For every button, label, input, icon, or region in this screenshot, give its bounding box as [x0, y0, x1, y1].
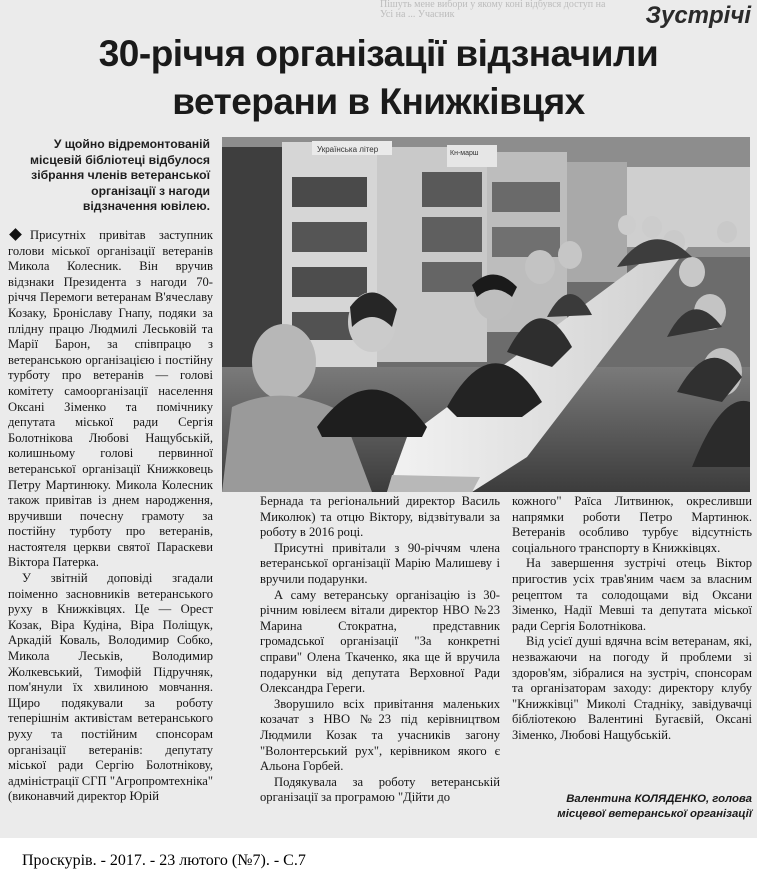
article-lead: У щойно відремонтованій місцевій бібліотеці відбулося зібрання членів ветеранської організації з нагоди відзначення ювілею. [30, 137, 210, 213]
col2-paragraph-4: Зворушило всіх привітання маленьких козачат з НВО №23 під керівництвом Людмили Козак та учасників загону "Волонтерський рух", керівником якого є Альона Горбей. [260, 696, 500, 774]
signature-line-2: місцевої ветеранської організації [557, 808, 752, 820]
headline-line-1: 30-річчя організації відзначили [98, 33, 659, 74]
headline-line-2: ветерани в Книжківцях [172, 81, 585, 122]
signature-line-1: Валентина КОЛЯДЕНКО, голова [566, 793, 752, 805]
shelf-sign-1: Українська літер [317, 145, 379, 154]
col1-paragraph-2: У звітній доповіді згадали поіменно засновників ветеранського руху в Книжківцях. Це — Орест Козак, Віра Кудіна, Віра Поліщук, Аркадій Коваль, Володимир Собко, Микола Леськів, Володимир Жолкевський, Тимофій Підручняк, пом'янули їх хвилиною мовчання. Щиро подякували за роботу теперішнім активістам ветеранського руху та постійним спонсорам організації ветеранів: депутату міської ради Сергію Болотнікову, адміністрації СГП "Агропромтехніка" (виконавчий директор Юрій [8, 571, 213, 804]
source-citation: Проскурів. - 2017. - 23 лютого (№7). - С.7 [22, 852, 306, 869]
bleed-through-text: Пішуть мене вибори у якому коні відбувся доступ на Усі на ... Учасник [380, 0, 606, 20]
col2-paragraph-1: Бернада та регіональний директор Василь Миколюк) та отцю Віктору, відзвітували за роботу в 2016 році. [260, 494, 500, 540]
col3-paragraph-1: кожного" Раїса Литвинюк, окресливши напрямки роботи Петро Мартинюк. Ветеранів особливо турбує відсутність соціального транспорту в Книжківцях. [512, 494, 752, 555]
col2-paragraph-3: А саму ветеранську організацію із 30-річним ювілеєм вітали директор НВО №23 Марина Стократна, представник громадської організації "За конкретні справи" Олена Ткаченко, яка ще й вручила подарунки від депутата Верховної Ради Олександра Гереги. [260, 587, 500, 696]
article-column-1 [8, 228, 213, 838]
shelf-sign-2: Кн-марш [450, 150, 479, 157]
photo-meeting-in-library-icon [222, 137, 750, 492]
author-signature [512, 792, 752, 822]
col2-paragraph-5: Подякувала за роботу ветеранській організації за програмою "Дійти до [260, 774, 500, 805]
article-column-2 [260, 494, 500, 838]
col3-paragraph-3: Від усієї душі вдячна всім ветеранам, які, незважаючи на погоду й проблеми зі здоров'ям, зібралися на зустріч, спонсорам та організаторам заходу: директору клубу "Книжківці" Миколі Стадніку, завідувачці бібліотекою Валентині Бугаєвій, Оксані Зіменко, Любові Нащубській. [512, 634, 752, 742]
col1-paragraph-1: Присутніх привітав заступник голови міської організації ветеранів Микола Колесник. Він вручив відзнаки Президента з нагоди 70-річчя Перемоги ветеранам В'ячеславу Козаку, Броніславу Гнапу, подяки за плідну працю Людмилі Леськовій та Марії Барон, за співпрацю з ветеранською організацією і постійну турботу про ветеранів — голові комітету самоорганізації населення Оксані Зіменко та помічнику депутата міської ради Сергія Болотнікова Любові Нащубській, колишньому голові первинної ветеранської організації Книжковець Петру Мартинюку. Микола Колесник також привітав із днем народження, вручивши почесну грамоту за постійну турботу про ветеранів, настоятеля церкви святої Параскеви Віктора Патерка. [8, 228, 213, 570]
col3-paragraph-2: На завершення зустрічі отець Віктор пригостив усіх трав'яним чаєм за власним рецептом та солодощами від Оксани Зіменко, Надії Мевші та депутата міської ради Сергія Болотнікова. [512, 556, 752, 633]
bullet-diamond-icon [9, 228, 22, 241]
article-photo [222, 137, 750, 492]
article-column-3 [512, 494, 752, 784]
col2-paragraph-2: Присутні привітали з 90-річчям члена ветеранської організації Марію Малишеву і вручили подарунки. [260, 540, 500, 586]
section-rubric: Зустрічі [645, 2, 751, 29]
